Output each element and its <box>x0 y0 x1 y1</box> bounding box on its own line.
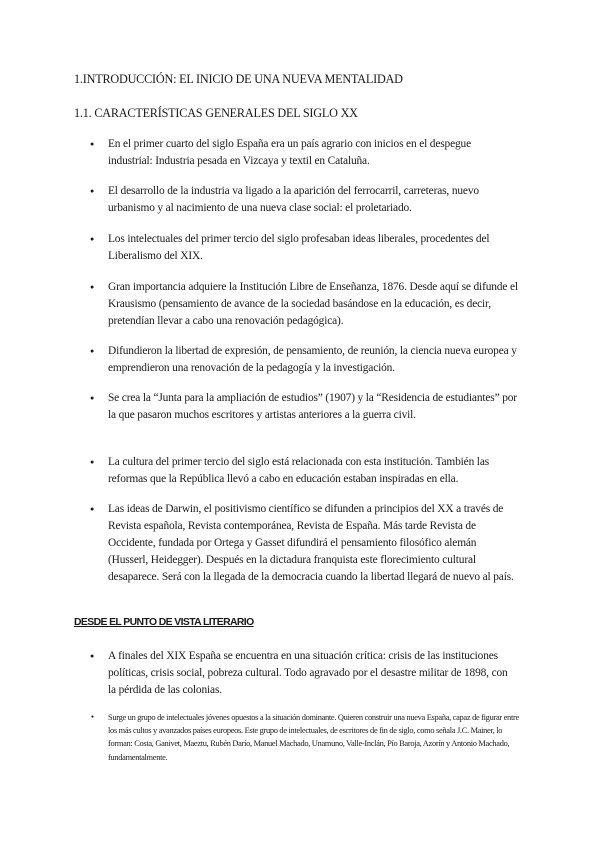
section-subtitle: 1.1. CARACTERÍSTICAS GENERALES DEL SIGLO XX <box>74 106 358 120</box>
bullet-item: ● Los intelectuales del primer tercio del siglo profesaban ideas liberales, procedentes del Liberalismo del XIX. <box>108 231 518 265</box>
small-bullet-item: ● Surge un grupo de intelectuales jóvenes opuestos a la situación dominante. Quieren construir una nueva España, capaz de figurar entre los más cultos y avanzados países europeos. Este grupo de intelectuales, de escritores de fin de siglo, como señala J.C. Mainer, lo forman: Costa, Ganivet, Maeztu, Rubén Darío, Manuel Machado, Unamuno, Valle-Inclán, Pío Baroja, Azorín y Antonio Machado, fundamentalmente. <box>108 711 526 764</box>
bullet-item: ● Gran importancia adquiere la Institución Libre de Enseñanza, 1876. Desde aquí se difunde el Krausismo (pensamiento de avance de la sociedad basándose en la educación, es decir, pretendían llevar a cabo una renovación pedagógica). <box>108 279 518 330</box>
bullet-item: ● A finales del XIX España se encuentra en una situación crítica: crisis de las instituciones políticas, crisis social, pobreza cultural. Todo agravado por el desastre militar de 1898, con la pérdida de las colonias. <box>108 648 518 699</box>
bullet-item: ● La cultura del primer tercio del siglo está relacionada con esta institución. También las reformas que la República llevó a cabo en educación estaban inspiradas en ella. <box>108 454 518 488</box>
bullet-item: ● Se crea la “Junta para la ampliación de estudios” (1907) y la “Residencia de estudiantes” por la que pasaron muchos escritores y artistas anteriores a la guerra civil. <box>108 390 518 424</box>
section-heading: DESDE EL PUNTO DE VISTA LITERARIO <box>74 617 254 628</box>
bullet-item: ● Las ideas de Darwin, el positivismo científico se difunden a principios del XX a través de Revista española, Revista contemporánea, Revista de España. Más tarde Revista de Occidente, fundada por Ortega y Gasset difundirá el pensamiento filosófico alemán (Husserl, Heidegger). Después en la dictadura franquista este florecimiento cultural desaparece. Será con la llegada de la democracia cuando la libertad llegará de nuevo al país. <box>108 501 518 586</box>
bullet-item: ● Difundieron la libertad de expresión, de pensamiento, de reunión, la ciencia nueva europea y emprendieron una renovación de la pedagogía y la investigación. <box>108 343 518 377</box>
bullet-item: ● En el primer cuarto del siglo España era un país agrario con inicios en el despegue industrial: Industria pesada en Vizcaya y textil en Cataluña. <box>108 136 518 170</box>
bullet-item: ● El desarrollo de la industria va ligado a la aparición del ferrocarril, carreteras, nuevo urbanismo y al nacimiento de una nueva clase social: el proletariado. <box>108 183 518 217</box>
page-title: 1.INTRODUCCIÓN: EL INICIO DE UNA NUEVA MENTALIDAD <box>74 72 403 86</box>
